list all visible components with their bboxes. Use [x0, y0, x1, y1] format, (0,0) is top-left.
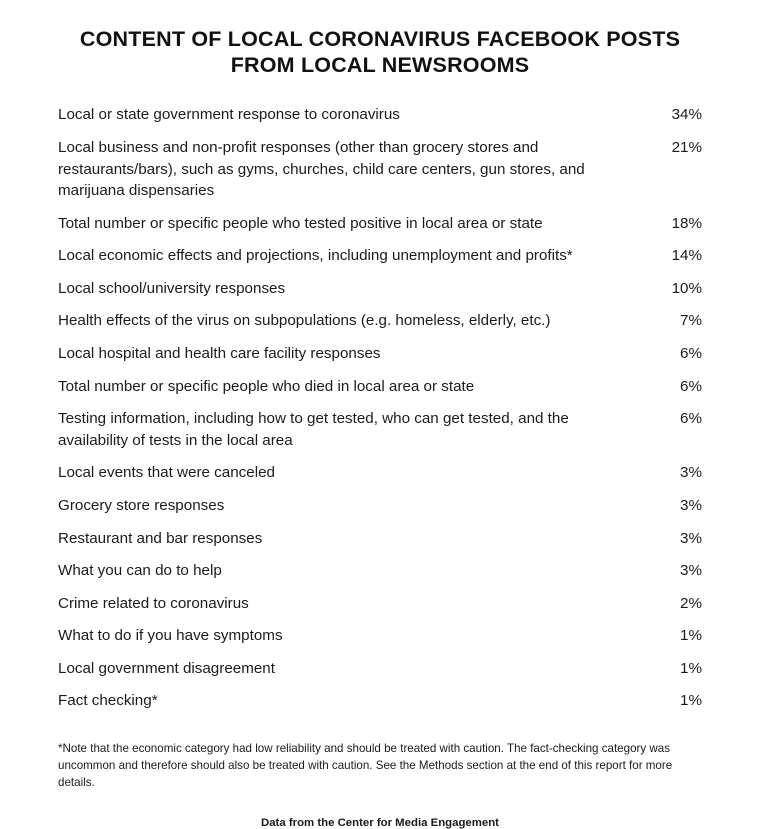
- row-value: 6%: [680, 410, 702, 428]
- row-value: 6%: [680, 377, 702, 395]
- chart-footnote: *Note that the economic category had low reliability and should be treated with caution. The fact-checking category was uncommon and therefore should also be treated with caution. See the Methods section at the end of this report for more details.: [58, 742, 673, 789]
- row-label: Testing information, including how to get tested, who can get tested, and the availability of tests in the local area: [58, 410, 569, 449]
- row-value: 3%: [680, 529, 702, 547]
- chart-source: Data from the Center for Media Engagement: [261, 817, 499, 829]
- row-label: Local government disagreement: [58, 659, 275, 677]
- row-label: Local hospital and health care facility responses: [58, 345, 381, 363]
- row-label: Grocery store responses: [58, 496, 225, 514]
- table-row: [58, 376, 702, 409]
- row-label: Crime related to coronavirus: [58, 594, 249, 612]
- row-value: 14%: [671, 247, 702, 265]
- chart-title: CONTENT OF LOCAL CORONAVIRUS FACEBOOK POSTS FROM LOCAL NEWSROOMS: [79, 27, 681, 78]
- row-value: 10%: [671, 279, 702, 297]
- data-row-list: [58, 104, 702, 723]
- table-row: [58, 343, 702, 376]
- row-value: 1%: [680, 659, 702, 677]
- table-row: [58, 245, 702, 278]
- row-value: 34%: [671, 106, 702, 124]
- table-row: [58, 625, 702, 658]
- row-value: 7%: [680, 312, 702, 330]
- row-label: Fact checking*: [58, 692, 158, 710]
- row-label: Local or state government response to coronavirus: [58, 106, 400, 124]
- row-value: 1%: [680, 692, 702, 710]
- row-label: Restaurant and bar responses: [58, 529, 263, 547]
- table-row: [58, 593, 702, 626]
- table-row: [58, 408, 702, 462]
- table-row: [58, 137, 702, 213]
- row-value: 3%: [680, 464, 702, 482]
- row-label: Total number or specific people who tested positive in local area or state: [58, 214, 543, 232]
- table-row: [58, 658, 702, 691]
- table-row: [58, 528, 702, 561]
- row-label: Total number or specific people who died in local area or state: [58, 377, 475, 395]
- row-value: 2%: [680, 594, 702, 612]
- table-row: [58, 310, 702, 343]
- row-label: Health effects of the virus on subpopulations (e.g. homeless, elderly, etc.): [58, 312, 551, 330]
- row-label: Local economic effects and projections, including unemployment and profits*: [58, 247, 573, 265]
- row-value: 1%: [680, 627, 702, 645]
- table-row: [58, 462, 702, 495]
- row-label: Local events that were canceled: [58, 464, 275, 482]
- table-row: [58, 213, 702, 246]
- row-label: What to do if you have symptoms: [58, 627, 283, 645]
- row-value: 3%: [680, 496, 702, 514]
- table-row: [58, 560, 702, 593]
- row-value: 6%: [680, 345, 702, 363]
- table-row: [58, 278, 702, 311]
- row-label: Local business and non-profit responses (other than grocery stores and restaurants/bars), such as gyms, churches, child care centers, gun stores, and marijuana dispensaries: [58, 139, 585, 200]
- row-value: 18%: [671, 214, 702, 232]
- row-label: What you can do to help: [58, 562, 222, 580]
- table-row: [58, 495, 702, 528]
- table-row: [58, 690, 702, 723]
- table-row: [58, 104, 702, 137]
- row-value: 3%: [680, 562, 702, 580]
- row-label: Local school/university responses: [58, 279, 286, 297]
- row-value: 21%: [671, 139, 702, 157]
